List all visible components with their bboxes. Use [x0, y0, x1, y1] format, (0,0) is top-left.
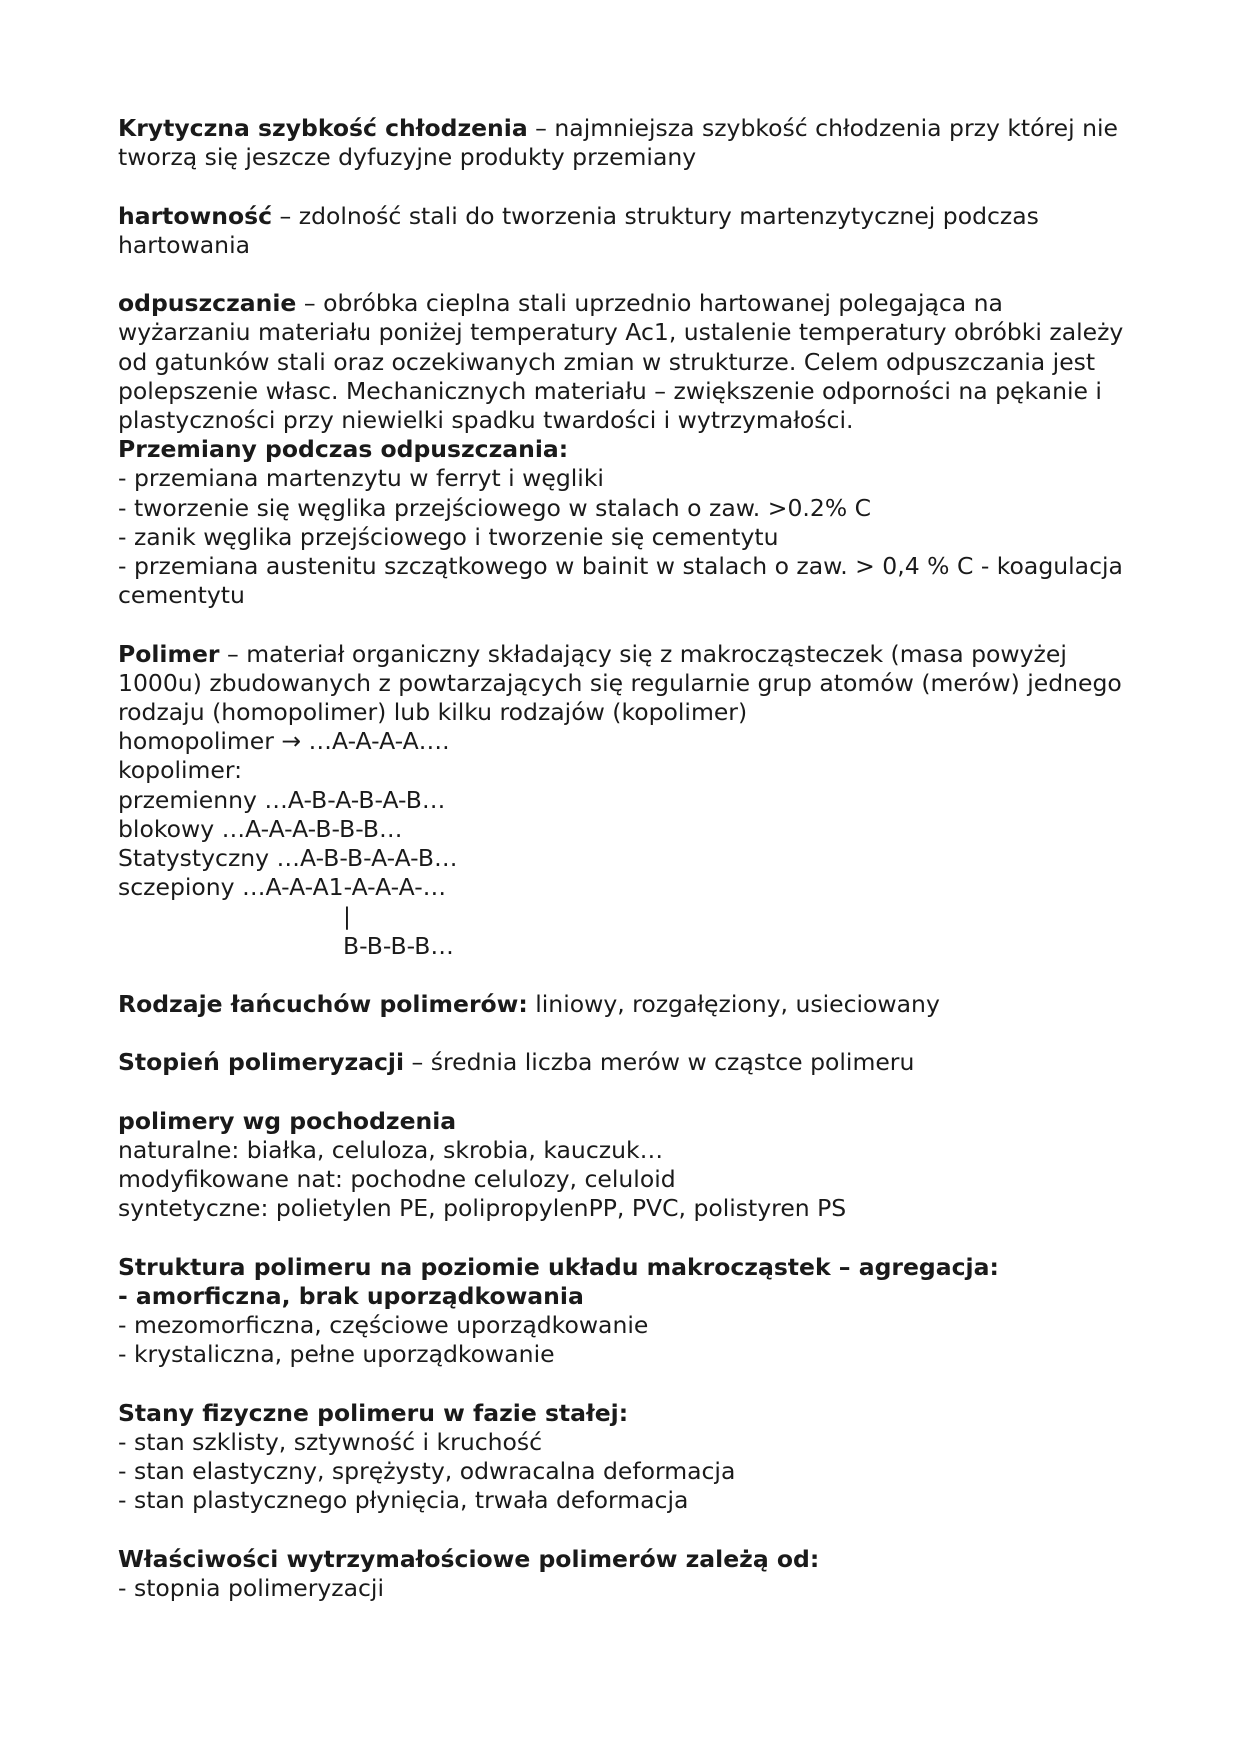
definition-text: liniowy, rozgałęziony, usieciowany — [527, 990, 940, 1019]
polymer-line: Statystyczny …A-B-B-A-A-B… — [118, 844, 458, 873]
polymer-line: sczepiony …A-A-A1-A-A-A-… — [118, 873, 447, 902]
definition-text: – zdolność stali do tworzenia struktury martenzytycznej podczas hartowania — [118, 201, 1039, 259]
term: Rodzaje łańcuchów polimerów: — [118, 990, 528, 1019]
list-item: - stan elastyczny, sprężysty, odwracalna deformacja — [118, 1457, 736, 1486]
term: hartowność — [118, 201, 273, 230]
polymer-line: kopolimer: — [118, 756, 243, 785]
definition-hartownosc — [118, 202, 1128, 260]
section-heading: polimery wg pochodzenia — [118, 1106, 457, 1135]
definition-text: – materiał organiczny składający się z makrocząsteczek (masa powyżej 1000u) zbudowanych z powtarzających się regularnie grup atomów (merów) jednego rodzaju (homopolimer) lub kilku rodzajów (kopolimer) — [118, 639, 1122, 727]
definition-odpuszczanie — [118, 289, 1128, 435]
graft-bar: | — [343, 902, 351, 931]
list-item: naturalne: białka, celuloza, skrobia, kauczuk… — [118, 1136, 664, 1165]
list-item: - krystaliczna, pełne uporządkowanie — [118, 1340, 555, 1369]
list-item: - zanik węglika przejściowego i tworzenie się cementytu — [118, 522, 779, 551]
section-heading: Struktura polimeru na poziomie układu makrocząstek – agregacja: — [118, 1252, 999, 1281]
definition-rodzaje-lancuchow — [118, 990, 1128, 1019]
term: Polimer — [118, 639, 220, 668]
polymer-line: homopolimer → …A-A-A-A…. — [118, 727, 450, 756]
list-item: modyfikowane nat: pochodne celulozy, celuloid — [118, 1165, 676, 1194]
definition-text: – najmniejsza szybkość chłodzenia przy której nie tworzą się jeszcze dyfuzyjne produkty przemiany — [118, 114, 1119, 172]
list-item: - przemiana austenitu szczątkowego w bainit w stalach o zaw. > 0,4 % C - koagulacja cementytu — [118, 552, 1123, 610]
definition-text: – obróbka cieplna stali uprzednio hartowanej polegająca na wyżarzaniu materiału poniżej temperatury Ac1, ustalenie temperatury obróbki zależy od gatunków stali oraz oczekiwanych zmian w strukturze. Celem odpuszczania jest polepszenie własc. Mechanicznych materiału – zwiększenie odporności na pękanie i plastyczności przy niewielki spadku twardości i wytrzymałości. — [118, 289, 1124, 434]
definition-polimer — [118, 640, 1128, 728]
term: Stopień polimeryzacji — [118, 1048, 405, 1077]
list-item: - stan plastycznego płynięcia, trwała deformacja — [118, 1486, 689, 1515]
list-item: syntetyczne: polietylen PE, polipropylenPP, PVC, polistyren PS — [118, 1194, 847, 1223]
term: Krytyczna szybkość chłodzenia — [118, 114, 528, 142]
section-heading: Przemiany podczas odpuszczania: — [118, 435, 569, 464]
definition-text: – średnia liczba merów w cząstce polimeru — [404, 1048, 915, 1077]
list-item: - stopnia polimeryzacji — [118, 1574, 384, 1603]
list-item: - mezomorficzna, częściowe uporządkowanie — [118, 1311, 649, 1340]
list-item: - przemiana martenzytu w ferryt i węgliki — [118, 464, 604, 493]
list-item: - tworzenie się węglika przejściowego w stalach o zaw. >0.2% C — [118, 493, 872, 522]
term: odpuszczanie — [118, 289, 297, 318]
list-item: - stan szklisty, sztywność i kruchość — [118, 1428, 543, 1457]
graft-branch: B-B-B-B… — [343, 931, 454, 960]
definition-krytyczna-szybkosc — [118, 114, 1128, 172]
section-heading: Właściwości wytrzymałościowe polimerów zależą od: — [118, 1544, 820, 1573]
definition-stopien-polimeryzacji — [118, 1048, 1128, 1077]
polymer-line: przemienny …A-B-A-B-A-B… — [118, 785, 446, 814]
list-item-bold: - amorficzna, brak uporządkowania — [118, 1282, 584, 1311]
section-heading: Stany fizyczne polimeru w fazie stałej: — [118, 1398, 629, 1427]
polymer-line: blokowy …A-A-A-B-B-B… — [118, 814, 403, 843]
document-page — [118, 114, 1128, 1603]
